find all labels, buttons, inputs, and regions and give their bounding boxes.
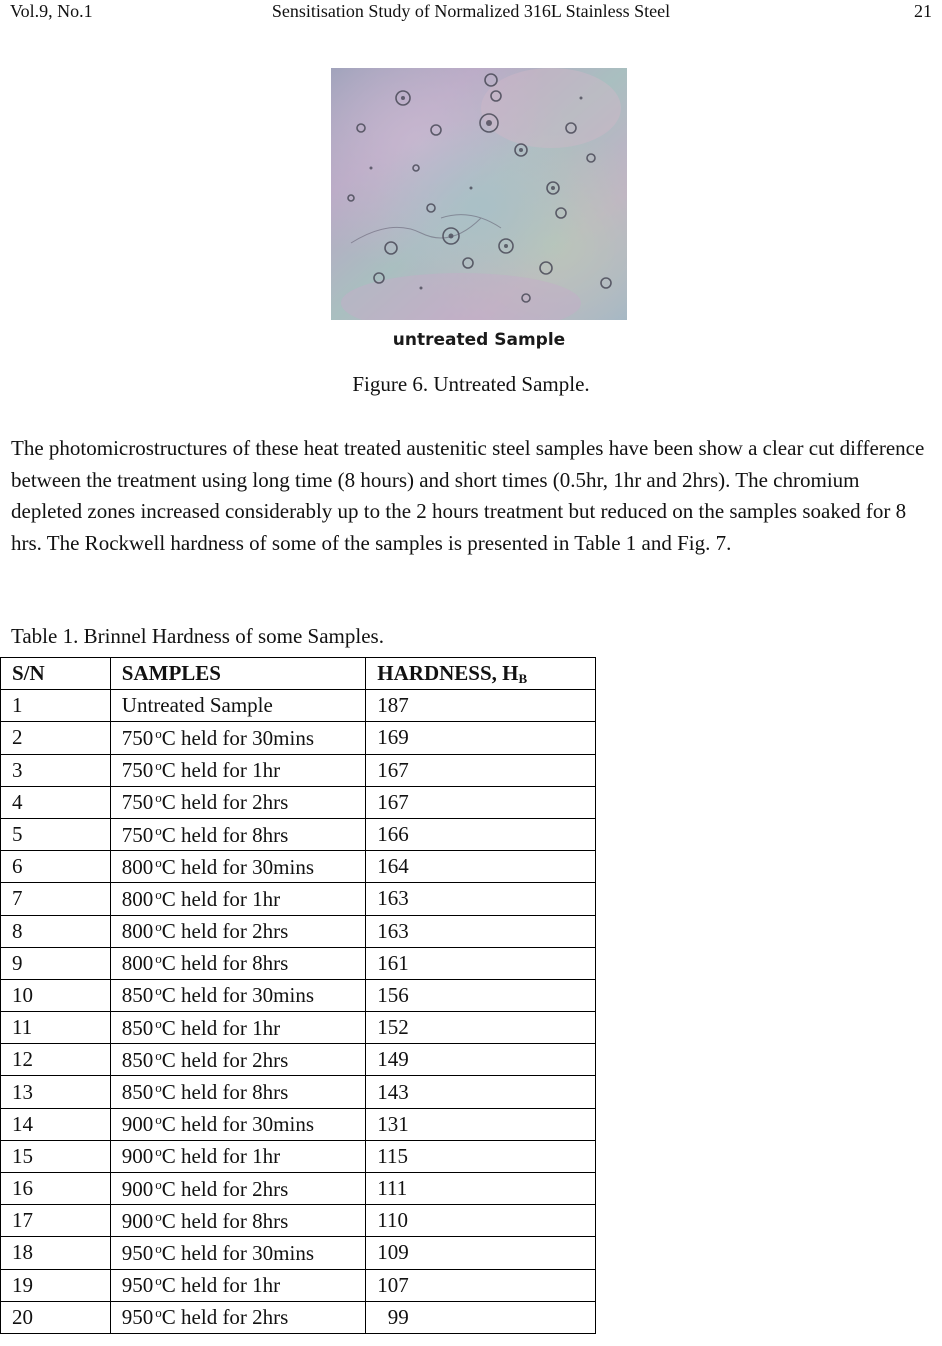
sample-condition: C held for 1hr [161,886,281,911]
cell-hardness: 111 [366,1173,596,1205]
table-row [1,1237,596,1269]
table-title: Table 1. Brinnel Hardness of some Samples. [11,624,384,648]
cell-sn: 5 [1,818,111,850]
cell-hardness: 149 [366,1044,596,1076]
table-row [1,1269,596,1301]
table-row [1,1012,596,1044]
degree-symbol: o [155,790,162,806]
header-hardness [366,658,596,690]
table-row [1,1140,596,1172]
sample-condition: C held for 30mins [161,1240,315,1265]
table-row [1,915,596,947]
image-label: untreated Sample [392,330,566,350]
degree-symbol: o [155,1080,162,1096]
degree-symbol: o [155,725,162,741]
sample-temperature: 850 [121,1080,154,1105]
sample-temperature: 750 [121,790,154,815]
cell-sn: 19 [1,1269,111,1301]
cell-sample [110,1076,366,1108]
cell-sn: 16 [1,1173,111,1205]
cell-sample [110,722,366,754]
cell-sample [110,1044,366,1076]
cell-sn: 10 [1,979,111,1011]
sample-condition: C held for 1hr [161,1015,281,1040]
cell-hardness: 166 [366,818,596,850]
table-row [1,1173,596,1205]
table-row [1,1044,596,1076]
cell-sn: 4 [1,786,111,818]
hardness-table [0,657,596,1334]
degree-symbol: o [155,1047,162,1063]
sample-temperature: 800 [121,919,154,944]
degree-symbol: o [155,758,162,774]
header-hardness-subscript: B [518,670,528,686]
micrograph-image [331,68,627,320]
cell-sn: 18 [1,1237,111,1269]
cell-sample [110,979,366,1011]
cell-sn: 11 [1,1012,111,1044]
table-header-row [1,658,596,690]
cell-sample [110,947,366,979]
cell-hardness: 109 [366,1237,596,1269]
cell-sn: 8 [1,915,111,947]
sample-temperature: 950 [121,1305,154,1330]
cell-hardness: 167 [366,786,596,818]
cell-sn: 13 [1,1076,111,1108]
running-header [10,0,932,22]
running-title: Sensitisation Study of Normalized 316L Stainless Steel [271,1,671,21]
degree-symbol: o [155,919,162,935]
cell-hardness: 156 [366,979,596,1011]
cell-sn: 12 [1,1044,111,1076]
sample-condition: C held for 30mins [161,1112,315,1137]
sample-condition: C held for 30mins [161,854,315,879]
sample-condition: Untreated Sample [121,693,273,718]
sample-temperature: 900 [121,1112,154,1137]
table-row [1,883,596,915]
sample-temperature: 750 [121,758,154,783]
cell-hardness: 161 [366,947,596,979]
cell-sn: 17 [1,1205,111,1237]
sample-temperature: 850 [121,1047,154,1072]
cell-hardness: 164 [366,851,596,883]
cell-sample [110,1173,366,1205]
table-row [1,1108,596,1140]
cell-hardness: 99 [366,1301,596,1333]
table-row [1,754,596,786]
table-row [1,690,596,722]
degree-symbol: o [155,1176,162,1192]
sample-condition: C held for 1hr [161,1144,281,1169]
degree-symbol: o [155,886,162,902]
cell-sample [110,1140,366,1172]
degree-symbol: o [155,1305,162,1321]
header-samples: SAMPLES [110,658,366,690]
sample-temperature: 850 [121,1015,154,1040]
cell-sample [110,851,366,883]
cell-hardness: 143 [366,1076,596,1108]
degree-symbol: o [155,1273,162,1289]
sample-condition: C held for 8hrs [161,1208,289,1233]
cell-hardness: 163 [366,915,596,947]
cell-sample [110,1237,366,1269]
sample-condition: C held for 2hrs [161,919,289,944]
table-row [1,786,596,818]
table-row [1,1076,596,1108]
cell-sample [110,883,366,915]
sample-temperature: 950 [121,1273,154,1298]
table-row [1,979,596,1011]
degree-symbol: o [155,983,162,999]
sample-temperature: 850 [121,983,154,1008]
figure-caption: Figure 6. Untreated Sample. [352,372,590,396]
cell-sample [110,1205,366,1237]
page-number: 21 [914,1,932,21]
cell-sn: 15 [1,1140,111,1172]
cell-sn: 9 [1,947,111,979]
cell-sample [110,786,366,818]
sample-condition: C held for 2hrs [161,1305,289,1330]
table-row [1,1301,596,1333]
cell-sn: 2 [1,722,111,754]
degree-symbol: o [155,822,162,838]
table-row [1,851,596,883]
cell-hardness: 152 [366,1012,596,1044]
cell-sample [110,754,366,786]
cell-hardness: 115 [366,1140,596,1172]
cell-sample [110,1108,366,1140]
sample-temperature: 800 [121,951,154,976]
sample-temperature: 800 [121,886,154,911]
sample-condition: C held for 30mins [161,983,315,1008]
sample-condition: C held for 8hrs [161,951,289,976]
cell-sn: 14 [1,1108,111,1140]
sample-condition: C held for 2hrs [161,1047,289,1072]
degree-symbol: o [155,1112,162,1128]
sample-condition: C held for 1hr [161,1273,281,1298]
sample-temperature: 800 [121,854,154,879]
table-row [1,818,596,850]
cell-hardness: 163 [366,883,596,915]
table-row [1,1205,596,1237]
degree-symbol: o [155,1240,162,1256]
degree-symbol: o [155,951,162,967]
sample-temperature: 950 [121,1240,154,1265]
sample-condition: C held for 8hrs [161,822,289,847]
cell-sn: 7 [1,883,111,915]
cell-sample [110,818,366,850]
cell-sample [110,1269,366,1301]
cell-hardness: 107 [366,1269,596,1301]
cell-sn: 20 [1,1301,111,1333]
cell-hardness: 110 [366,1205,596,1237]
sample-condition: C held for 30mins [161,725,315,750]
journal-volume: Vol.9, No.1 [10,1,93,21]
table-row [1,722,596,754]
cell-sn: 6 [1,851,111,883]
header-sn: S/N [1,658,111,690]
body-paragraph: The photomicrostructures of these heat treated austenitic steel samples have been show a clear cut difference between the treatment using long time (8 hours) and short times (0.5hr, 1hr and 2hrs). The chromium depleted zones increased considerably up to the 2 hours treatment but reduced on the samples soaked for 8 hrs. The Rockwell hardness of some of the samples is presented in Table 1 and Fig. 7. [11,436,925,555]
sample-condition: C held for 2hrs [161,790,289,815]
sample-temperature: 900 [121,1208,154,1233]
cell-sn: 1 [1,690,111,722]
header-hardness-text: HARDNESS, H [377,660,519,685]
sample-condition: C held for 8hrs [161,1080,289,1105]
degree-symbol: o [155,854,162,870]
degree-symbol: o [155,1144,162,1160]
cell-sample [110,1301,366,1333]
cell-hardness: 187 [366,690,596,722]
degree-symbol: o [155,1208,162,1224]
cell-sample [110,915,366,947]
sample-temperature: 750 [121,725,154,750]
cell-sample [110,690,366,722]
sample-temperature: 750 [121,822,154,847]
cell-hardness: 167 [366,754,596,786]
sample-condition: C held for 2hrs [161,1176,289,1201]
cell-sn: 3 [1,754,111,786]
cell-hardness: 169 [366,722,596,754]
sample-temperature: 900 [121,1144,154,1169]
sample-temperature: 900 [121,1176,154,1201]
sample-condition: C held for 1hr [161,758,281,783]
cell-hardness: 131 [366,1108,596,1140]
degree-symbol: o [155,1015,162,1031]
table-row [1,947,596,979]
cell-sample [110,1012,366,1044]
